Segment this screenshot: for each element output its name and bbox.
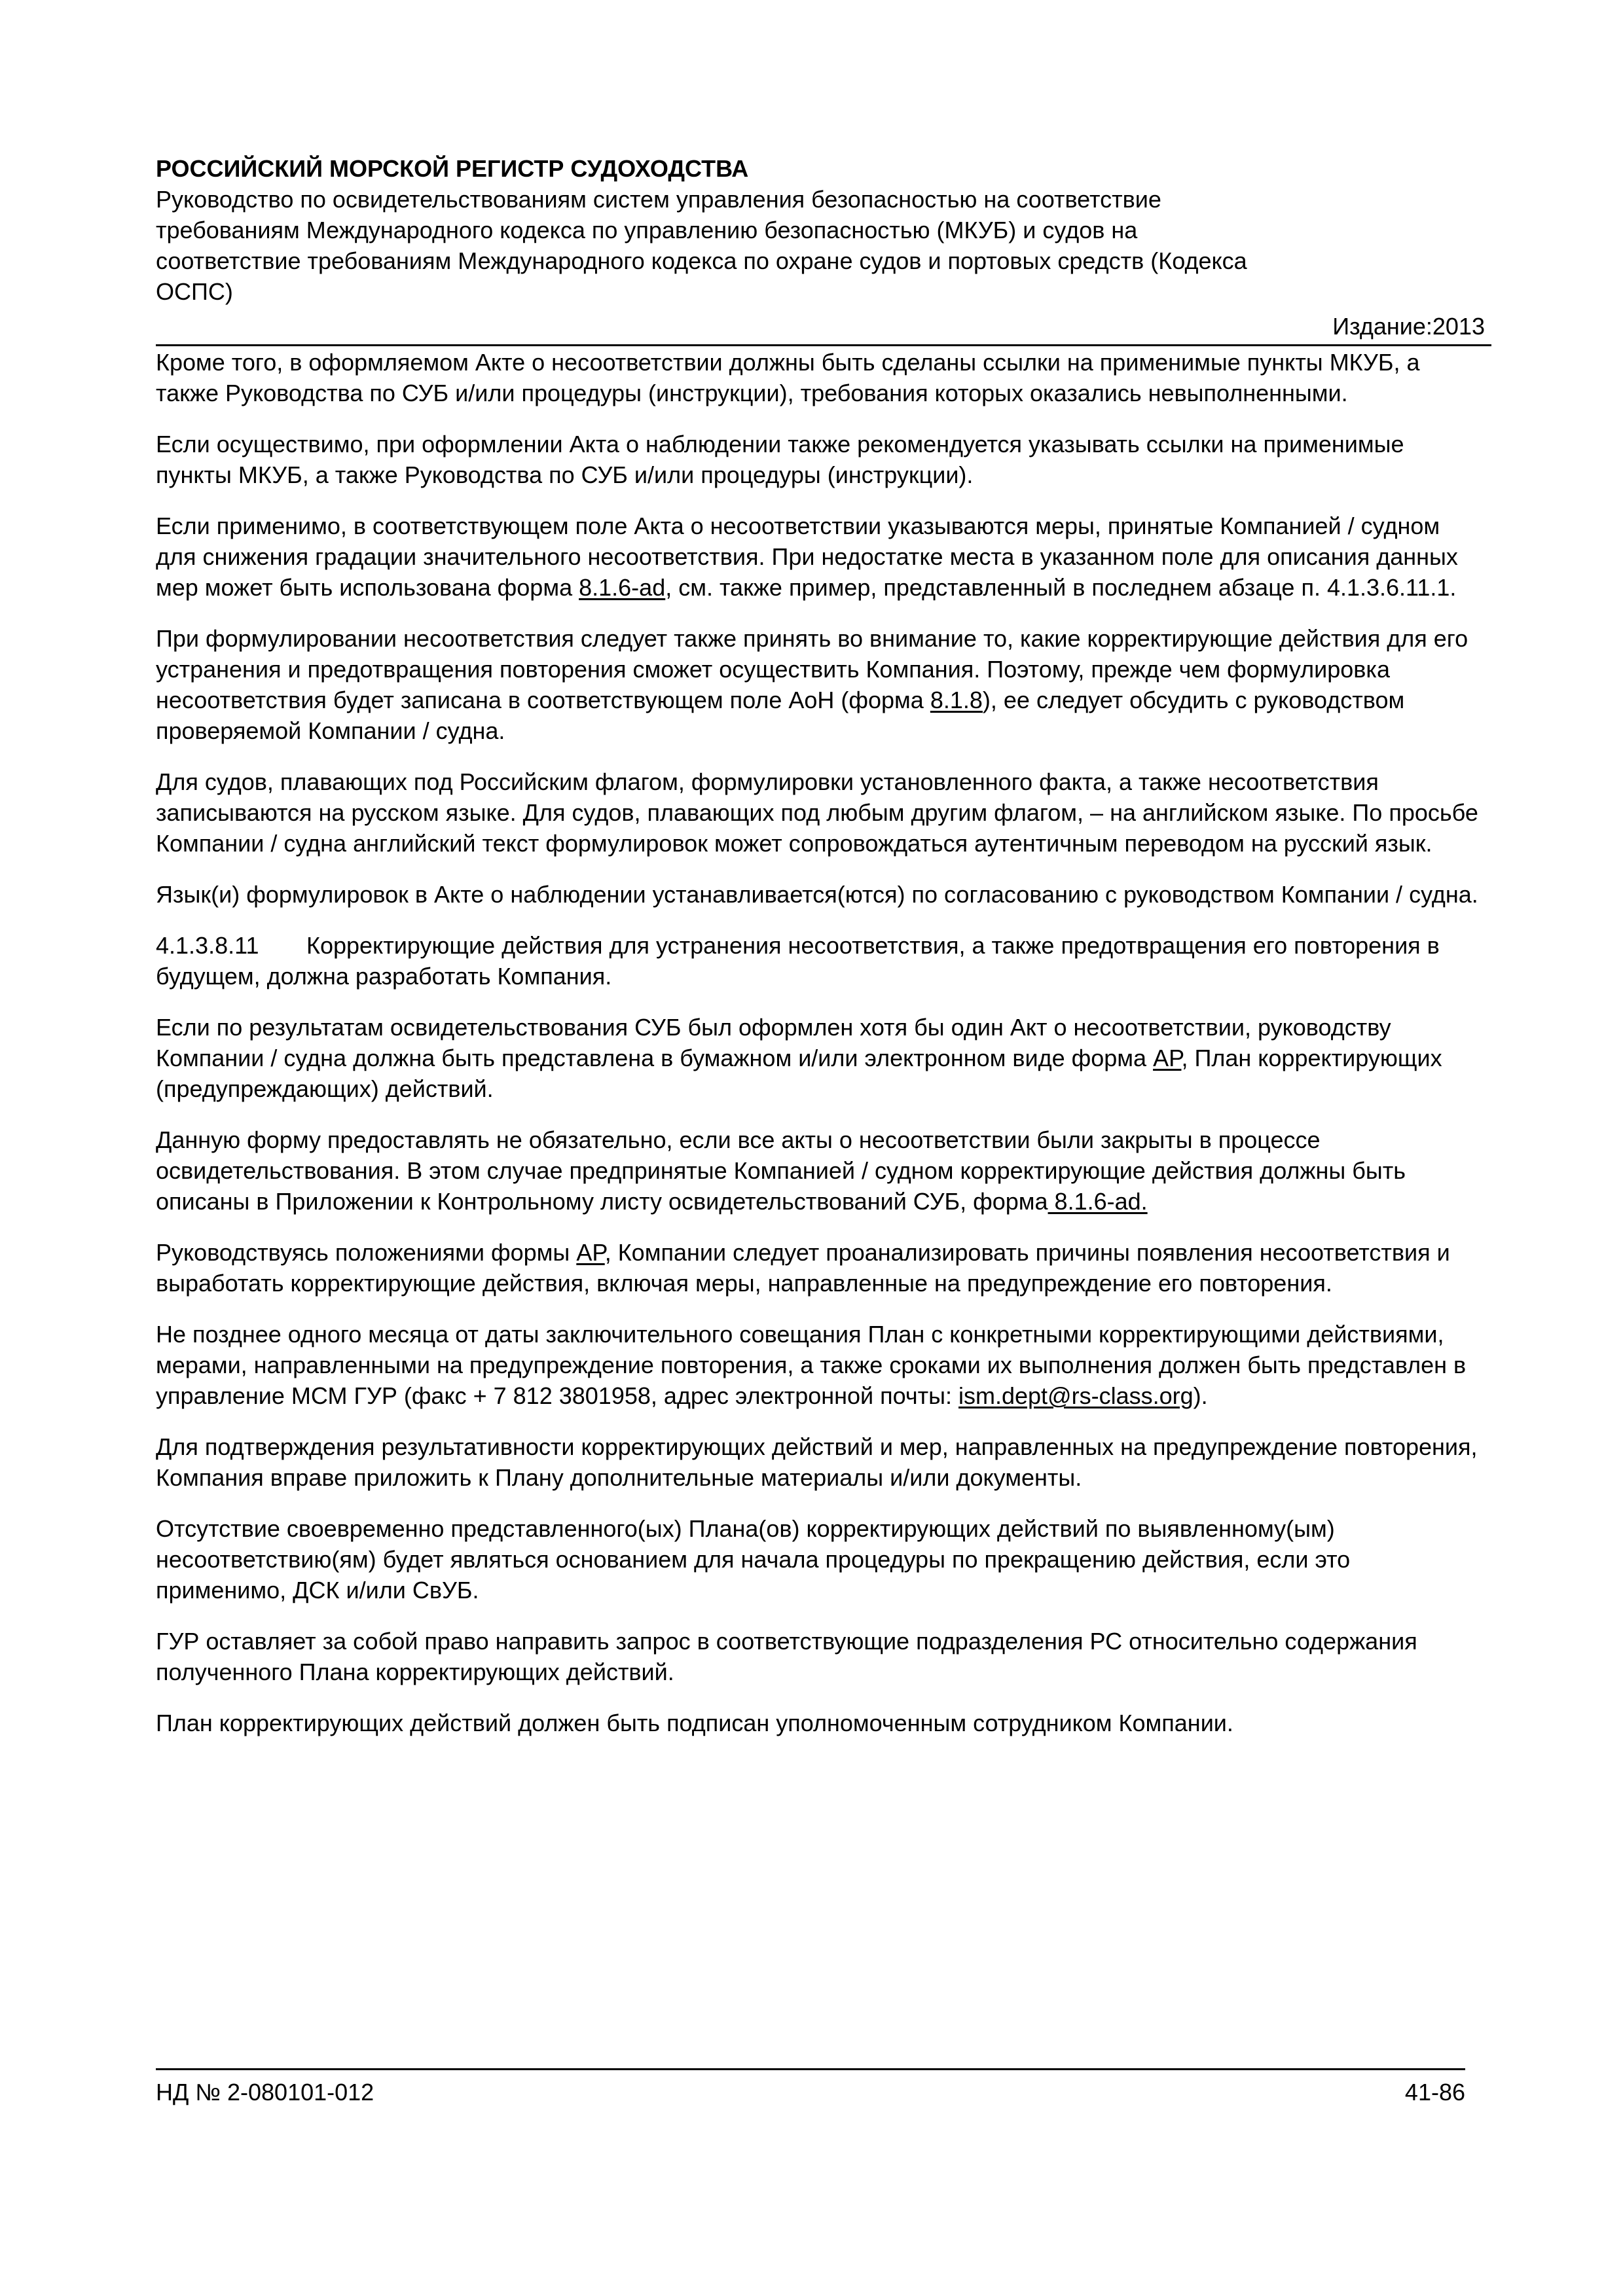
edition-label: Издание:2013 <box>156 311 1491 346</box>
paragraph <box>156 623 1485 746</box>
document-title-line: Руководство по освидетельствованиям систем управления безопасностью на соответствие <box>156 186 1161 213</box>
paragraph: Кроме того, в оформляемом Акте о несоответствии должны быть сделаны ссылки на применимые пункты МКУБ, а также Руководства по СУБ и/или процедуры (инструкции), требования которых оказались невыполненными. <box>156 349 1420 406</box>
paragraph <box>156 1319 1485 1411</box>
paragraph-text: Руководствуясь положениями формы <box>156 1239 577 1266</box>
form-link-8-1-8[interactable]: 8.1.8 <box>930 687 983 713</box>
document-title <box>156 184 1491 307</box>
paragraph <box>156 1012 1485 1104</box>
document-body <box>156 347 1485 1759</box>
paragraph <box>156 511 1485 603</box>
paragraph <box>156 1237 1485 1299</box>
form-link-8-1-6-ad[interactable]: 8.1.6-ad <box>579 574 666 601</box>
paragraph-text: Если применимо, в соответствующем поле Акта о несоответствии указываются меры, принятые Компанией / судном для снижения градации значительного несоответствия. При недостатке места в указанном поле для описания данных мер может быть использована форма <box>156 512 1458 601</box>
paragraph-text: Если по результатам освидетельствования СУБ был оформлен хотя бы один Акт о несоответствии, руководству Компании / судна должна быть представлена в бумажном и/или электронном виде форма <box>156 1014 1391 1071</box>
page-number: 41-86 <box>1404 2079 1465 2106</box>
clause-paragraph <box>156 930 1485 992</box>
document-number: НД № 2-080101-012 <box>156 2079 374 2106</box>
paragraph: Для подтверждения результативности корректирующих действий и мер, направленных на предупреждение повторения, Компания вправе приложить к Плану дополнительные материалы и/или документы. <box>156 1433 1478 1491</box>
page-header <box>156 153 1491 346</box>
paragraph: ГУР оставляет за собой право направить запрос в соответствующие подразделения РС относительно содержания полученного Плана корректирующих действий. <box>156 1628 1417 1685</box>
paragraph-text: , Компании следует проанализировать причины появления несоответствия и выработать корректирующие действия, включая меры, направленные на предупреждение его повторения. <box>156 1239 1450 1297</box>
paragraph: Язык(и) формулировок в Акте о наблюдении устанавливается(ются) по согласованию с руководством Компании / судна. <box>156 881 1478 908</box>
paragraph: Отсутствие своевременно представленного(ых) Плана(ов) корректирующих действий по выявленному(ым) несоответствию(ям) будет являться основанием для начала процедуры по прекращению действия, если это применимо, ДСК и/или СвУБ. <box>156 1515 1351 1604</box>
paragraph-text: ). <box>1193 1382 1208 1409</box>
document-title-line: требованиям Международного кодекса по управлению безопасностью (МКУБ) и судов на <box>156 217 1138 243</box>
page-footer <box>156 2068 1465 2108</box>
email-link[interactable]: ism.dept@rs-class.org <box>958 1382 1194 1409</box>
paragraph-text: Не позднее одного месяца от даты заключительного совещания План с конкретными корректирующими действиями, мерами, направленными на предупреждение повторения, а также сроками их выполнения должен быть представлен в управление МСМ ГУР (факс + 7 812 3801958, адрес электронной почты: <box>156 1321 1467 1409</box>
document-title-line: соответствие требованиям Международного кодекса по охране судов и портовых средств (Кодекса <box>156 247 1247 274</box>
form-link-8-1-6-ad[interactable]: 8.1.6-ad. <box>1048 1188 1148 1215</box>
paragraph: Для судов, плавающих под Российским флагом, формулировки установленного факта, а также несоответствия записываются на русском языке. Для судов, плавающих под любым другим флагом, – на английском языке. По просьбе Компании / судна английский текст формулировок может сопровождаться аутентичным переводом на русский язык. <box>156 768 1478 857</box>
form-link-ap[interactable]: AP <box>1153 1045 1182 1071</box>
paragraph: План корректирующих действий должен быть подписан уполномоченным сотрудником Компании. <box>156 1710 1233 1736</box>
paragraph-text: Корректирующие действия для устранения несоответствия, а также предотвращения его повторения в будущем, должна разработать Компания. <box>156 932 1440 990</box>
paragraph-text: Данную форму предоставлять не обязательно, если все акты о несоответствии были закрыты в процессе освидетельствования. В этом случае предпринятые Компанией / судном корректирующие действия должны быть описаны в Приложении к Контрольному листу освидетельствований СУБ, форма <box>156 1126 1406 1215</box>
paragraph-text: При формулировании несоответствия следует также принять во внимание то, какие корректирующие действия для его устранения и предотвращения повторения сможет осуществить Компания. Поэтому, прежде чем формулировка несоответствия будет записана в соответствующем поле АоН (форма <box>156 625 1468 713</box>
document-title-line: ОСПС) <box>156 278 233 305</box>
paragraph-text: , см. также пример, представленный в последнем абзаце п. 4.1.3.6.11.1. <box>665 574 1457 601</box>
clause-number: 4.1.3.8.11 <box>156 932 259 959</box>
paragraph-text: , План корректирующих (предупреждающих) действий. <box>156 1045 1442 1102</box>
organization-name: РОССИЙСКИЙ МОРСКОЙ РЕГИСТР СУДОХОДСТВА <box>156 155 749 182</box>
paragraph-text: ), ее следует обсудить с руководством проверяемой Компании / судна. <box>156 687 1405 744</box>
paragraph <box>156 1124 1485 1217</box>
paragraph: Если осуществимо, при оформлении Акта о наблюдении также рекомендуется указывать ссылки на применимые пункты МКУБ, а также Руководства по СУБ и/или процедуры (инструкции). <box>156 431 1404 488</box>
form-link-ap[interactable]: AP <box>576 1239 605 1266</box>
